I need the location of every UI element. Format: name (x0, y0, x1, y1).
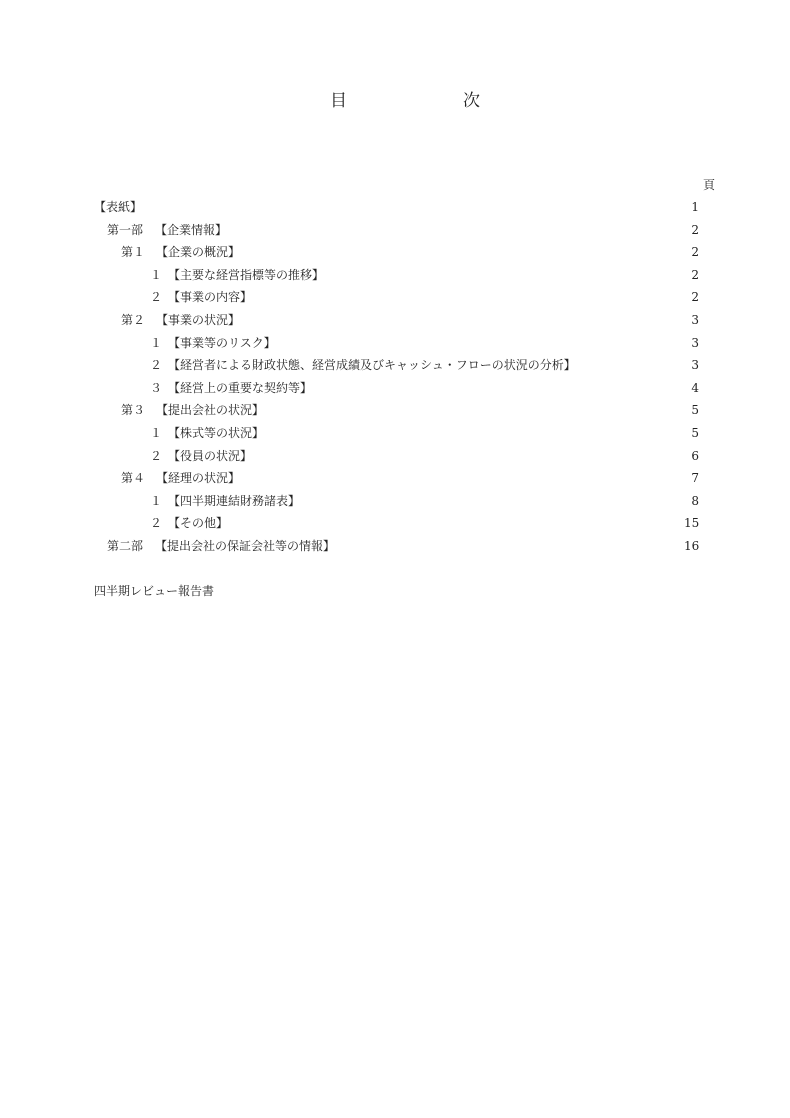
toc-entry-number: 第一部 (107, 222, 144, 237)
toc-entry-label: 【事業等のリスク】 (168, 335, 276, 350)
toc-entry-number: 第二部 (107, 539, 144, 553)
toc-entry-label: 【表紙】 (94, 200, 143, 214)
title-char-2: 次 (463, 91, 480, 111)
toc-entry-number: １ (150, 267, 163, 282)
toc-entry-label: 【提出会社の保証会社等の情報】 (155, 539, 336, 553)
toc-entry-number: 第３ (121, 403, 146, 418)
toc-entry-number: ３ (150, 380, 163, 395)
toc-entry-label: 【提出会社の状況】 (156, 403, 265, 418)
toc-entry-page: 5 (691, 426, 699, 440)
toc-entry-label: 【その他】 (168, 516, 229, 531)
toc-entry-number: １ (150, 335, 163, 350)
toc-entry-number: 第２ (121, 313, 146, 327)
toc-entry-number: ２ (150, 448, 163, 463)
toc-entry-number: ２ (150, 290, 163, 305)
toc-entry-page: 2 (691, 222, 699, 237)
toc-entry-number: 第１ (121, 245, 146, 260)
toc-entry-label: 【事業の状況】 (156, 313, 241, 327)
toc-entry-label: 【事業の内容】 (168, 290, 253, 305)
toc-entry-page: 3 (691, 358, 699, 373)
toc-entry-label: 【株式等の状況】 (168, 426, 265, 440)
toc-entry-number: １ (150, 426, 163, 440)
toc-entry-page: 5 (691, 403, 699, 418)
toc-entry-page: 7 (691, 471, 699, 486)
toc-entry-label: 【企業情報】 (155, 222, 228, 237)
toc-entry-page: 6 (691, 448, 699, 463)
toc-entry-page: 2 (691, 267, 699, 282)
toc-entry-page: 3 (691, 313, 699, 327)
toc-entry-page: 15 (684, 516, 700, 531)
toc-entry-label: 【四半期連結財務諸表】 (168, 493, 301, 508)
toc-entry-label: 【役員の状況】 (168, 448, 253, 463)
toc-entry-label: 【経営上の重要な契約等】 (168, 380, 313, 395)
toc-entry-page: 8 (691, 493, 699, 508)
toc-entry-label: 【経理の状況】 (156, 471, 241, 486)
page-column-header: 頁 (703, 178, 716, 192)
toc-entry-page: 4 (691, 380, 699, 395)
title-char-1: 目 (330, 91, 347, 111)
toc-entry-number: ２ (150, 516, 163, 531)
toc-entry-number: 第４ (121, 471, 146, 486)
toc-entry-page: 3 (691, 335, 699, 350)
toc-entry-page: 16 (684, 539, 700, 553)
toc-entry-number: ２ (150, 358, 163, 373)
toc-entry-label: 【主要な経営指標等の推移】 (168, 267, 325, 282)
review-report-label: 四半期レビュー報告書 (94, 584, 215, 598)
document-title (330, 86, 480, 111)
toc-entry-label: 【経営者による財政状態、経営成績及びキャッシュ・フローの状況の分析】 (168, 358, 576, 373)
toc-entry-page: 1 (691, 200, 699, 214)
toc-entry-number: １ (150, 493, 163, 508)
toc-entry-page: 2 (691, 290, 699, 305)
toc-entry-label: 【企業の概況】 (156, 245, 241, 260)
toc-entry-page: 2 (691, 245, 699, 260)
